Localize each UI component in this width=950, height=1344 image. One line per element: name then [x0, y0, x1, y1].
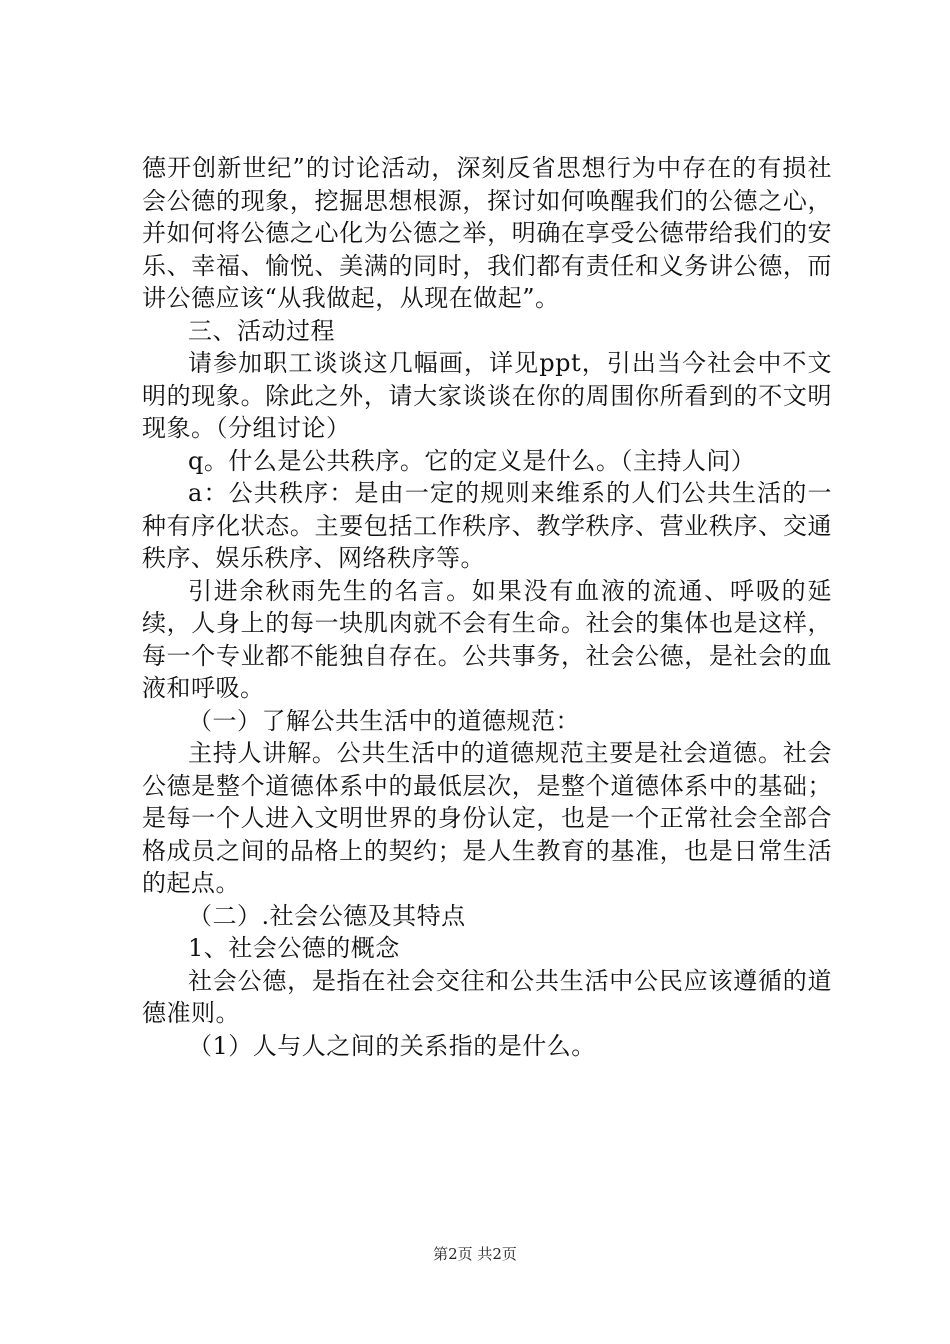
page-number-footer: 第2页 共2页 [433, 1245, 517, 1263]
document-body [142, 152, 832, 1062]
paragraph-quote: 引进余秋雨先生的名言。如果没有血液的流通、呼吸的延续，人身上的每一块肌肉就不会有生命。社会的集体也是这样，每一个专业都不能独自存在。公共事务，社会公德，是社会的血液和呼吸。 [142, 576, 832, 702]
section-heading-activity-process: 三、活动过程 [188, 316, 335, 345]
paragraph-answer: a：公共秩序：是由一定的规则来维系的人们公共生活的一种有序化状态。主要包括工作秩序、教学秩序、营业秩序、交通秩序、娱乐秩序、网络秩序等。 [142, 479, 832, 572]
subheading-social-ethics: （二）.社会公德及其特点 [188, 901, 466, 930]
paragraph-relationship-question: （1）人与人之间的关系指的是什么。 [188, 1031, 596, 1060]
paragraph-intro-continuation: 德开创新世纪”的讨论活动，深刻反省思想行为中存在的有损社会公德的现象，挖掘思想根源，探讨如何唤醒我们的公德之心，并如何将公德之心化为公德之举，明确在享受公德带给我们的安乐、幸福、愉悦、美满的同时，我们都有责任和义务讲公德，而讲公德应该“从我做起，从现在做起”。 [142, 154, 832, 312]
subheading-concept: 1、社会公德的概念 [188, 934, 400, 962]
paragraph-definition: 社会公德，是指在社会交往和公共生活中公民应该遵循的道德准则。 [142, 966, 832, 1027]
subheading-moral-norms: （一）了解公共生活中的道德规范： [188, 706, 580, 735]
paragraph-question: q。什么是公共秩序。它的定义是什么。（主持人问） [188, 446, 756, 475]
paragraph-discussion-prompt: 请参加职工谈谈这几幅画，详见ppt，引出当今社会中不文明的现象。除此之外，请大家谈谈在你的周围你所看到的不文明现象。（分组讨论） [142, 349, 832, 442]
paragraph-host-explanation: 主持人讲解。公共生活中的道德规范主要是社会道德。社会公德是整个道德体系中的最低层次，是整个道德体系中的基础；是每一个人进入文明世界的身份认定，也是一个正常社会全部合格成员之间的品格上的契约；是人生教育的基准，也是日常生活的起点。 [142, 739, 832, 897]
